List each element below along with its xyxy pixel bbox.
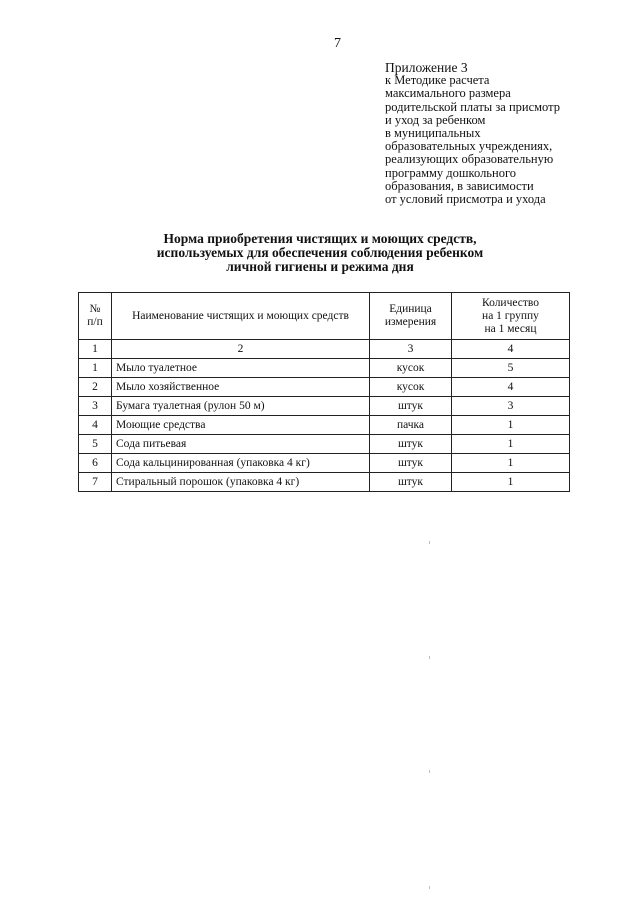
row-qty: 5 — [452, 359, 570, 378]
row-unit: штук — [370, 473, 452, 492]
header-num-line: № — [89, 303, 101, 315]
header-unit-line: измерения — [384, 316, 437, 328]
norms-table — [78, 292, 570, 492]
row-name: Сода питьевая — [112, 435, 370, 454]
row-qty: 1 — [452, 435, 570, 454]
row-qty: 1 — [452, 473, 570, 492]
appendix-line: реализующих образовательную — [385, 152, 554, 167]
header-num — [79, 293, 112, 340]
row-unit: кусок — [370, 359, 452, 378]
row-qty: 1 — [452, 416, 570, 435]
row-name: Бумага туалетная (рулон 50 м) — [112, 397, 370, 416]
header-name: Наименование чистящих и моющих средств — [112, 293, 370, 340]
header-unit-line: Единица — [389, 303, 432, 315]
appendix-note — [385, 61, 625, 206]
row-unit: штук — [370, 454, 452, 473]
table-row — [79, 359, 570, 378]
row-num: 5 — [79, 435, 112, 454]
appendix-heading: Приложение 3 — [385, 60, 468, 75]
table-row — [79, 397, 570, 416]
row-unit: кусок — [370, 378, 452, 397]
column-index-cell: 2 — [112, 340, 370, 359]
column-index-row — [79, 340, 570, 359]
appendix-line: к Методике расчета — [385, 73, 490, 88]
scan-speck — [429, 656, 430, 659]
column-index-cell: 4 — [452, 340, 570, 359]
row-name: Сода кальцинированная (упаковка 4 кг) — [112, 454, 370, 473]
row-num: 7 — [79, 473, 112, 492]
row-unit: штук — [370, 435, 452, 454]
row-qty: 1 — [452, 454, 570, 473]
row-num: 2 — [79, 378, 112, 397]
column-index-cell: 1 — [79, 340, 112, 359]
table-row — [79, 416, 570, 435]
appendix-line: родительской платы за присмотр — [385, 99, 560, 114]
header-qty-line: на 1 месяц — [484, 322, 537, 335]
row-name: Моющие средства — [112, 416, 370, 435]
appendix-line: образовательных учреждениях, — [385, 139, 553, 154]
row-qty: 4 — [452, 378, 570, 397]
appendix-line: максимального размера — [385, 86, 511, 101]
scan-speck — [429, 886, 430, 889]
row-num: 3 — [79, 397, 112, 416]
table-row — [79, 473, 570, 492]
appendix-line: образования, в зависимости — [385, 178, 534, 193]
table-row — [79, 435, 570, 454]
header-qty-line: Количество — [482, 296, 539, 309]
row-name: Мыло хозяйственное — [112, 378, 370, 397]
appendix-line: от условий присмотра и ухода — [385, 192, 546, 207]
column-index-cell: 3 — [370, 340, 452, 359]
table-row — [79, 378, 570, 397]
appendix-line: в муниципальных — [385, 126, 481, 141]
row-name: Стиральный порошок (упаковка 4 кг) — [112, 473, 370, 492]
row-num: 4 — [79, 416, 112, 435]
row-name: Мыло туалетное — [112, 359, 370, 378]
row-unit: штук — [370, 397, 452, 416]
table-row — [79, 454, 570, 473]
appendix-line: программу дошкольного — [385, 165, 517, 180]
scan-speck — [429, 541, 430, 544]
title-line: используемых для обеспечения соблюдения ребенком — [156, 245, 484, 261]
row-num: 6 — [79, 454, 112, 473]
header-qty-line: на 1 группу — [482, 309, 539, 322]
appendix-line: и уход за ребенком — [385, 112, 486, 127]
page-number: 7 — [334, 36, 341, 51]
document-title — [120, 232, 520, 275]
row-unit: пачка — [370, 416, 452, 435]
title-line: Норма приобретения чистящих и моющих средств, — [163, 231, 477, 246]
header-unit — [370, 293, 452, 340]
row-num: 1 — [79, 359, 112, 378]
scan-speck — [429, 770, 430, 773]
header-qty — [452, 293, 570, 340]
title-line: личной гигиены и режима дня — [226, 259, 414, 275]
row-qty: 3 — [452, 397, 570, 416]
table-header-row — [79, 293, 570, 340]
header-num-line: п/п — [87, 316, 103, 328]
